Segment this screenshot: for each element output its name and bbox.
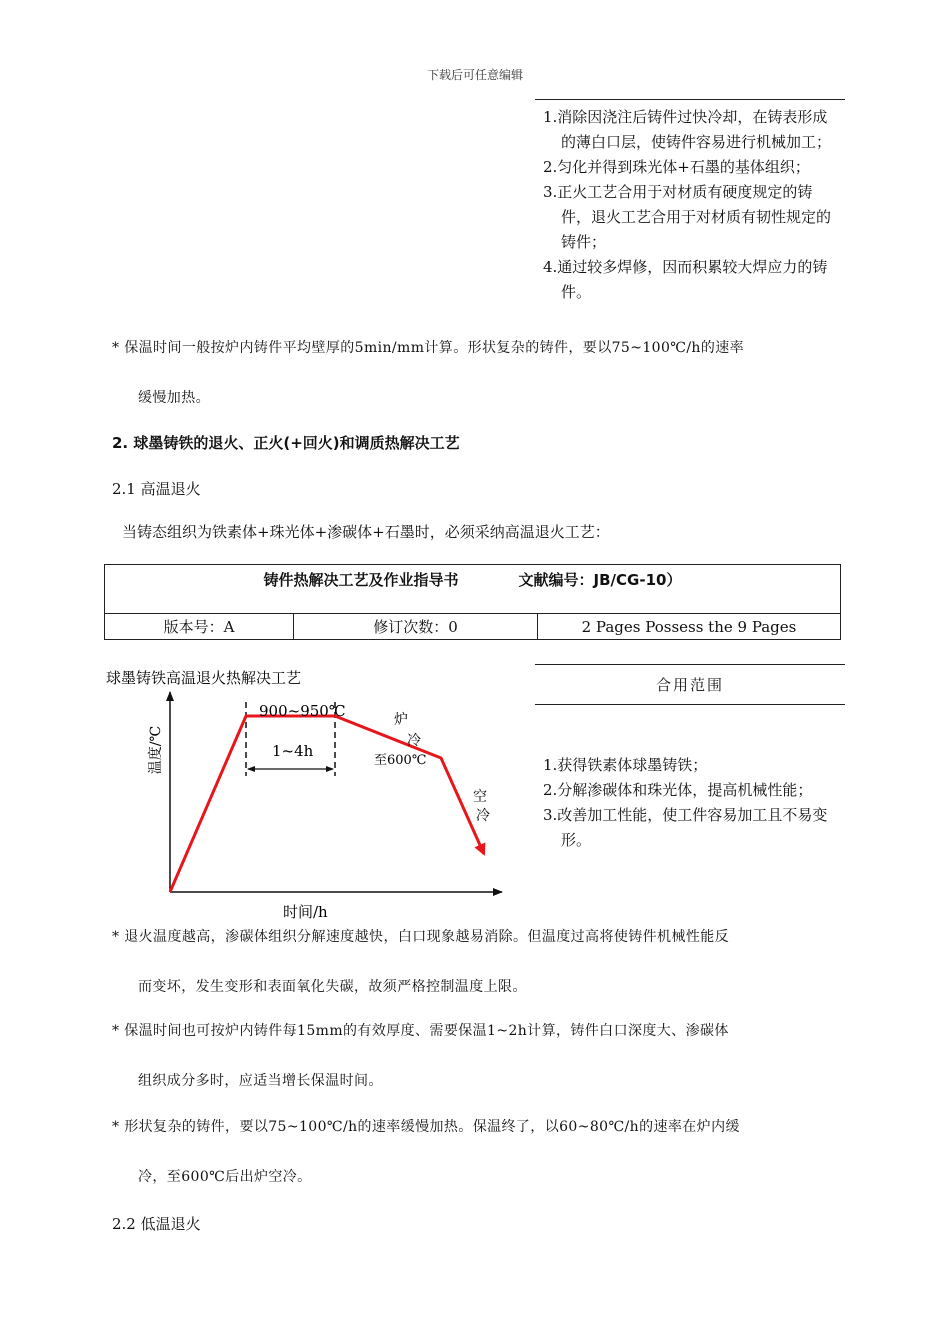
table-title: 铸件热解决工艺及作业指导书 <box>263 571 459 589</box>
scope-title: 合用范围 <box>655 676 724 694</box>
page-header: 下载后可任意编辑 <box>426 68 523 82</box>
air-cool-label-1: 空 <box>473 789 487 805</box>
air-cool-label-2: 冷 <box>476 808 490 824</box>
pages-cell: 2 Pages Possess the 9 Pages <box>538 614 841 640</box>
furnace-cool-label-2: 冷 <box>407 733 421 749</box>
list-item: 4.通过较多焊修，因而积累较大焊应力的铸件。 <box>543 258 828 301</box>
note-line: * 形状复杂的铸件，要以75~100℃/h的速率缓慢加热。保温终了，以60~80℃/h的速率在炉内缓 <box>112 1119 740 1135</box>
table-title-cell <box>105 565 841 614</box>
temperature-curve <box>170 716 484 892</box>
note-continuation: 冷，至600℃后出炉空冷。 <box>138 1169 312 1185</box>
note-continuation: 组织成分多时，应适当增长保温时间。 <box>138 1073 383 1089</box>
note-line: * 保温时间一般按炉内铸件平均壁厚的5min/mm计算。形状复杂的铸件，要以75~100℃/h的速率 <box>112 340 745 356</box>
note-continuation: 缓慢加热。 <box>138 390 210 406</box>
subsection-title-2: 2.2 低温退火 <box>112 1215 201 1233</box>
annealing-process-chart <box>100 662 520 924</box>
document-info-table <box>104 564 841 640</box>
document-number: 文献编号：JB/CG-10） <box>518 571 682 589</box>
hold-temperature-label: 900~950℃ <box>259 702 346 720</box>
section-heading: 2. 球墨铸铁的退火、正火(+回火)和调质热解决工艺 <box>112 434 460 452</box>
x-axis-label: 时间/h <box>283 903 328 921</box>
note-line: * 退火温度越高，渗碳体组织分解速度越快，白口现象越易消除。但温度过高将使铸件机械性能反 <box>112 929 730 945</box>
list-item: 2.分解渗碳体和珠光体，提高机械性能； <box>543 781 813 799</box>
note-line: * 保温时间也可按炉内铸件每15mm的有效厚度、需要保温1~2h计算，铸件白口深度大、渗碳体 <box>112 1023 729 1039</box>
version-cell: 版本号：A <box>105 614 294 640</box>
note-heating <box>112 338 842 408</box>
subsection-title: 2.1 高温退火 <box>112 480 201 498</box>
scope-bottom-line <box>535 704 845 705</box>
y-axis-label: 温度/℃ <box>148 725 164 775</box>
note-holding-time <box>112 1021 842 1091</box>
purpose-list <box>543 105 841 305</box>
note-continuation: 而变坏，发生变形和表面氧化失碳，故须严格控制温度上限。 <box>138 979 527 995</box>
furnace-cool-label-1: 炉 <box>394 712 408 728</box>
revision-cell: 修订次数：0 <box>294 614 538 640</box>
intro-paragraph: 当铸态组织为铁素体+珠光体+渗碳体+石墨时，必须采纳高温退火工艺： <box>122 523 610 541</box>
list-item: 3.改善加工性能，使工件容易加工且不易变形。 <box>543 806 828 849</box>
top-divider <box>535 99 845 100</box>
list-item: 3.正火工艺合用于对材质有硬度规定的铸件，退火工艺合用于对材质有韧性规定的铸件； <box>543 183 832 251</box>
chart-title: 球墨铸铁高温退火热解决工艺 <box>106 669 302 687</box>
list-item: 2.匀化并得到珠光体+石墨的基体组织； <box>543 158 810 176</box>
furnace-end-label: 至600℃ <box>374 753 427 768</box>
list-item: 1.消除因浇注后铸件过快冷却，在铸表形成的薄白口层，使铸件容易进行机械加工； <box>543 108 832 151</box>
note-heating-cooling <box>112 1117 842 1187</box>
note-annealing-temp <box>112 927 842 997</box>
scope-top-line <box>535 664 845 665</box>
scope-list <box>543 753 841 853</box>
list-item: 1.获得铁素体球墨铸铁； <box>543 756 708 774</box>
hold-time-label: 1~4h <box>272 742 314 760</box>
